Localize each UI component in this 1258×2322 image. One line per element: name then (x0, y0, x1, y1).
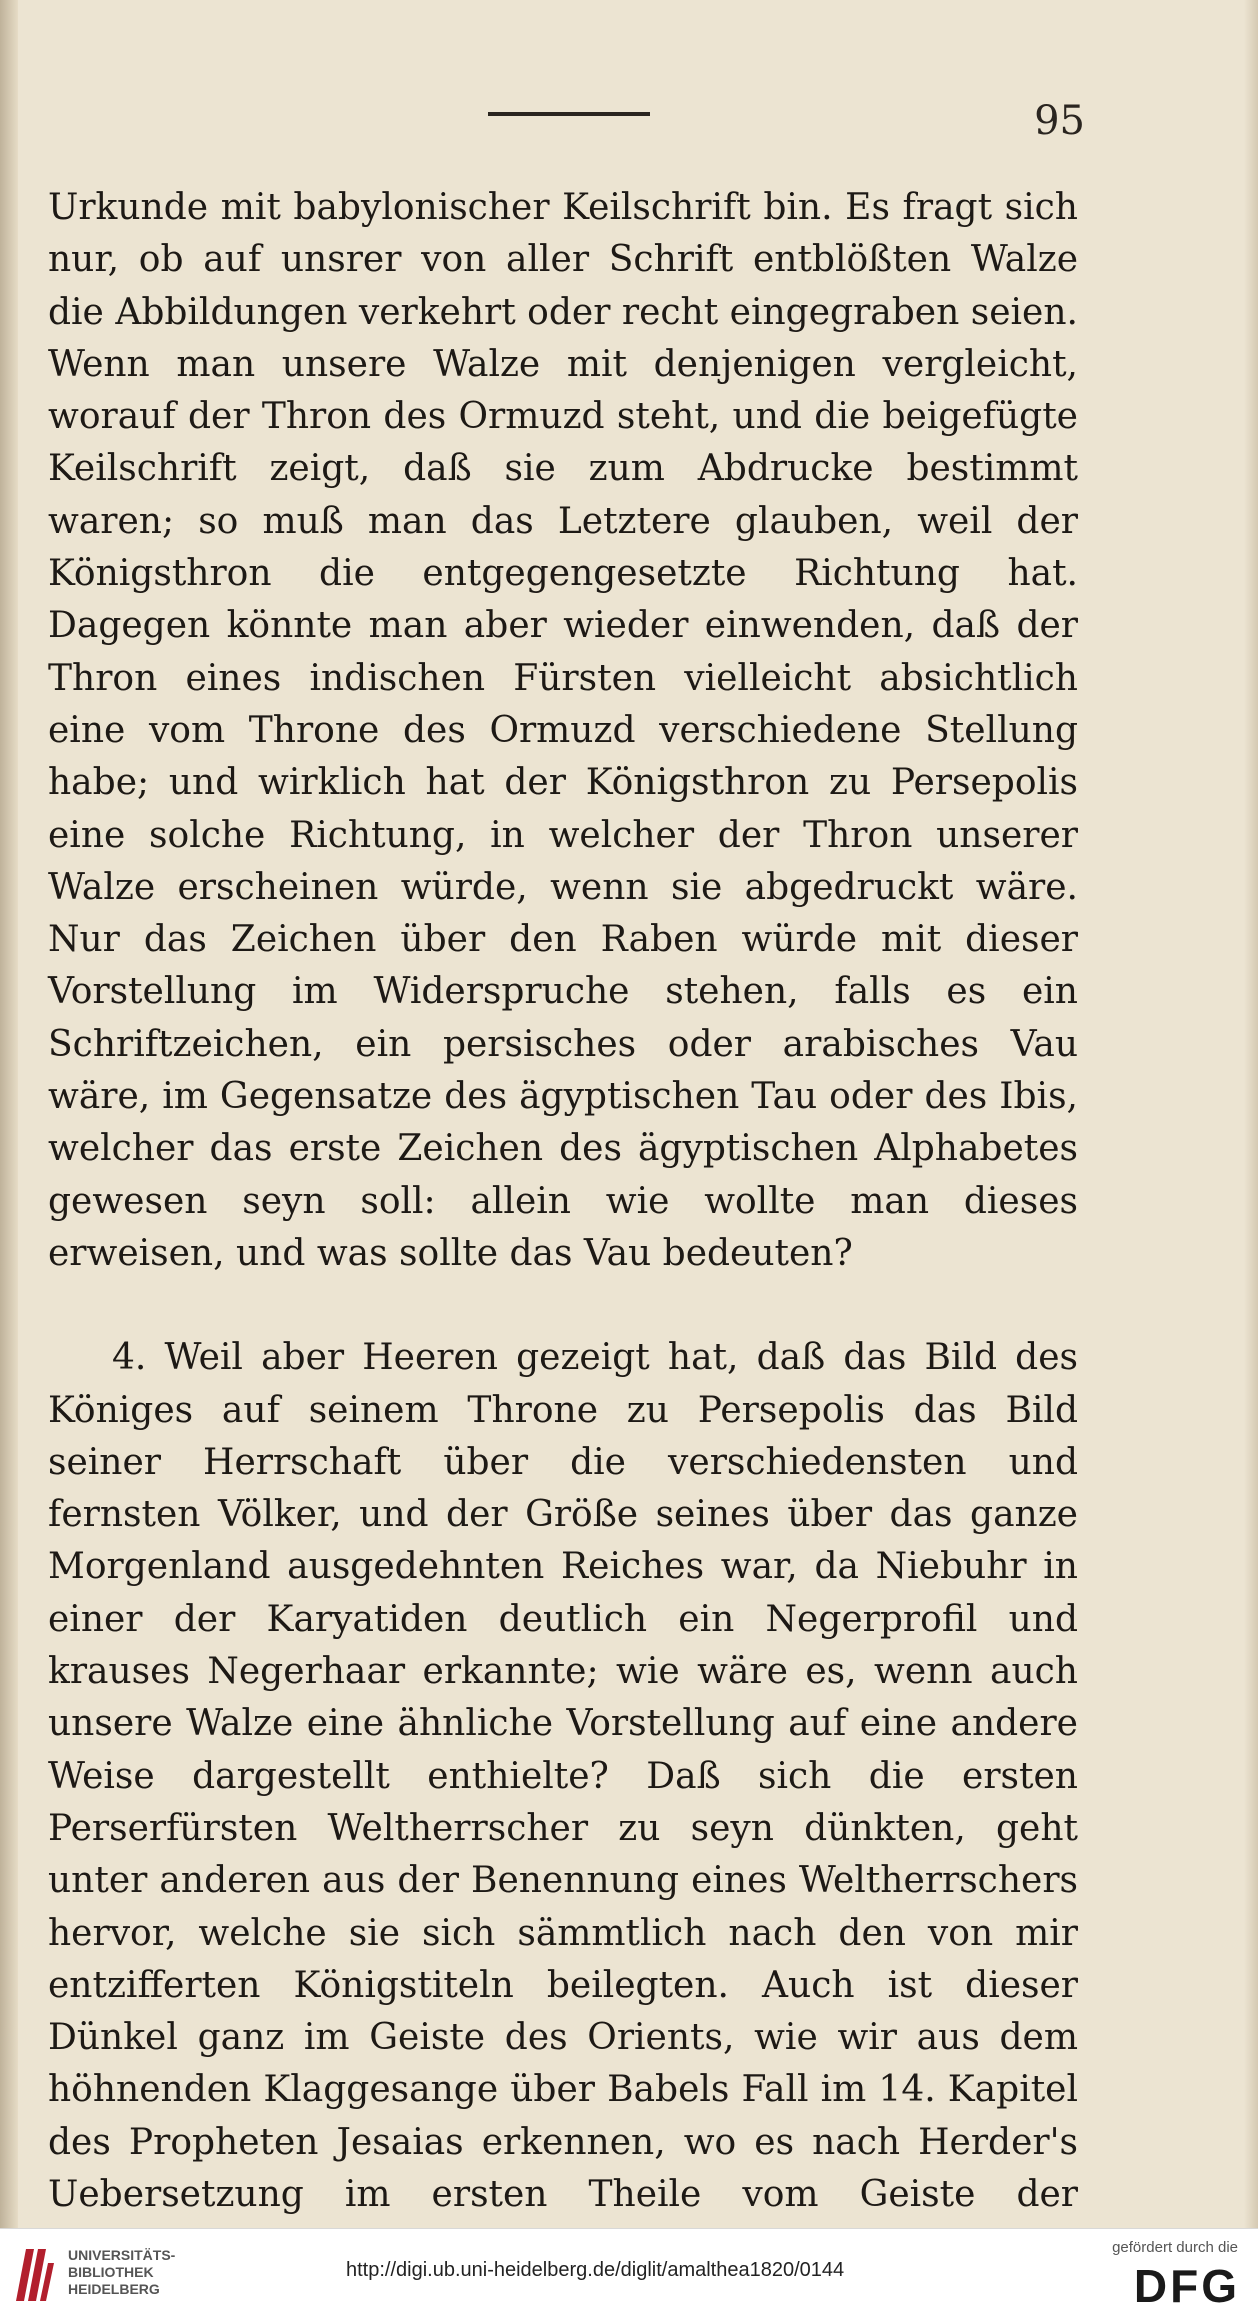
source-url-link[interactable]: http://digi.ub.uni-heidelberg.de/diglit/amalthea1820/0144 (346, 2259, 845, 2281)
body-text (48, 182, 1078, 2228)
university-library-logo-icon (12, 2245, 56, 2305)
header-rule (488, 112, 650, 116)
library-name-line: HEIDELBERG (68, 2281, 160, 2297)
digitization-footer (0, 2228, 1258, 2322)
library-name-line: BIBLIOTHEK (68, 2264, 154, 2280)
library-name-line: UNIVERSITÄTS- (68, 2247, 176, 2263)
dfg-logo: DFG (1133, 2260, 1240, 2312)
paragraph-4: 4. Weil aber Heeren gezeigt hat, daß das Bild des Königes auf seinem Throne zu Persepolis das Bild seiner Herrschaft über die verschiedensten und fernsten Völker, und der Größe seines über das ganze Morgenland ausgedehnten Reiches war, da Niebuhr in einer der Karyatiden deutlich ein Negerprofil und krauses Negerhaar erkannte; wie wäre es, wenn auch unsere Walze eine ähnliche Vorstellung auf eine andere Weise dargestellt enthielte? Daß sich die ersten Perserfürsten Weltherrscher zu seyn dünkten, geht unter anderen aus der Benennung eines Weltherrschers hervor, welche sie sich sämmtlich nach den von mir entzifferten Königstiteln beilegten. Auch ist dieser Dünkel ganz im Geiste des Orients, wie wir aus dem höhnenden Klaggesange über Babels Fall im 14. Kapitel des Propheten Jesaias erkennen, wo es nach Herder's Uebersetzung im ersten Theile vom Geiste der (48, 1337, 1078, 2215)
page-edge-shadow (1244, 0, 1258, 2228)
library-name (68, 2247, 175, 2298)
page-number: 95 (1034, 98, 1085, 144)
page-gutter-shadow (0, 0, 18, 2228)
funder-label: gefördert durch die (1112, 2239, 1238, 2256)
paragraph-continued: Urkunde mit babylonischer Keilschrift bin. Es fragt sich nur, ob auf unsrer von aller Schrift entblößten Walze die Abbildungen verkehrt oder recht eingegraben seien. Wenn man unsere Walze mit denjenigen vergleicht, worauf der Thron des Ormuzd steht, und die beigefügte Keilschrift zeigt, daß sie zum Abdrucke bestimmt waren; so muß man das Letztere glauben, weil der Königsthron die entgegengesetzte Richtung hat. Dagegen könnte man aber wieder einwenden, daß der Thron eines indischen Fürsten vielleicht absichtlich eine vom Throne des Ormuzd verschiedene Stellung habe; und wirklich hat der Königsthron zu Persepolis eine solche Richtung, in welcher der Thron unserer Walze erscheinen würde, wenn sie abgedruckt wäre. Nur das Zeichen über den Raben würde mit dieser Vorstellung im Widerspruche stehen, falls es ein Schriftzeichen, ein persisches oder arabisches Vau wäre, im Gegensatze des ägyptischen Tau oder des Ibis, welcher das erste Zeichen des ägyptischen Alphabetes gewesen seyn soll: allein wie wollte man dieses erweisen, und was sollte das Vau bedeuten? (48, 187, 1078, 1274)
